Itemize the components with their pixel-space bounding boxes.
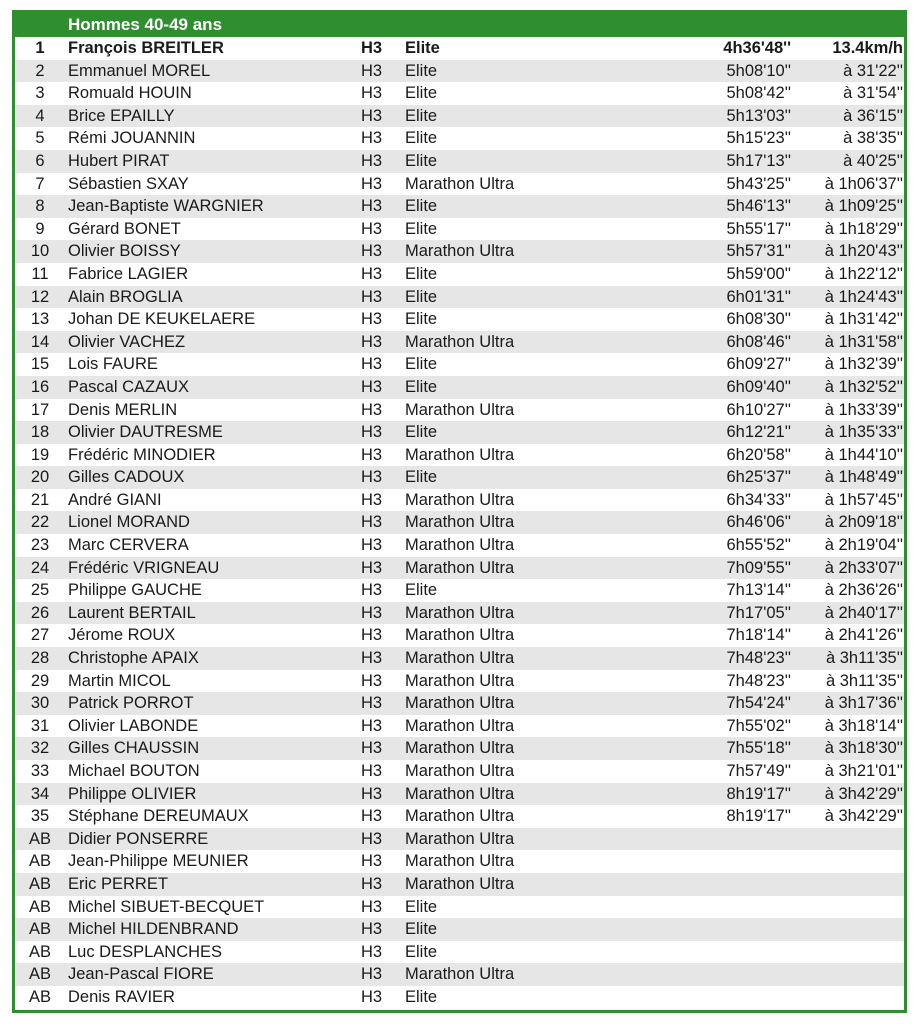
division-cell: Marathon Ultra: [405, 671, 515, 690]
gap-cell: à 1h09'25'': [824, 197, 903, 216]
division-cell: Marathon Ultra: [405, 784, 515, 803]
rank-cell: 29: [30, 671, 50, 690]
rank-cell: AB: [28, 920, 51, 939]
name-cell: Marc CERVERA: [68, 536, 189, 555]
division-cell: Marathon Ultra: [405, 490, 515, 509]
category-cell: H3: [361, 264, 383, 283]
table-row: [15, 896, 904, 919]
rank-cell: 20: [30, 468, 50, 487]
table-row: [15, 783, 904, 806]
time-cell: 5h08'42'': [726, 84, 791, 103]
table-row: [15, 127, 904, 150]
table-row: [15, 195, 904, 218]
time-cell: 7h57'49'': [726, 762, 791, 780]
name-cell: Eric PERRET: [68, 874, 168, 893]
division-cell: Marathon Ultra: [405, 829, 515, 848]
gap-cell: à 38'35'': [843, 129, 903, 148]
gap-cell: à 2h40'17'': [824, 603, 903, 622]
time-cell: 6h09'27'': [726, 355, 791, 374]
category-cell: H3: [361, 558, 383, 577]
category-cell: H3: [361, 694, 383, 713]
category-cell: H3: [361, 920, 383, 939]
gap-cell: à 40'25'': [843, 151, 903, 170]
division-cell: Marathon Ultra: [405, 874, 515, 893]
table-row: [15, 941, 904, 964]
name-cell: Hubert PIRAT: [68, 151, 170, 170]
category-cell: H3: [361, 423, 383, 442]
category-cell: H3: [361, 400, 383, 419]
category-cell: H3: [361, 603, 383, 622]
rank-cell: 3: [35, 84, 45, 103]
gap-cell: à 3h18'14'': [824, 716, 903, 735]
rank-cell: 30: [30, 694, 50, 713]
category-cell: H3: [361, 987, 383, 1006]
table-row: [15, 986, 904, 1009]
category-cell: H3: [361, 942, 383, 961]
category-cell: H3: [361, 445, 383, 464]
category-cell: H3: [361, 513, 383, 532]
division-cell: Marathon Ultra: [405, 965, 515, 984]
gap-cell: à 1h18'29'': [824, 219, 903, 238]
category-cell: H3: [361, 965, 383, 984]
time-cell: 7h09'55'': [726, 558, 791, 577]
rank-cell: 16: [30, 377, 50, 396]
name-cell: Martin MICOL: [68, 671, 171, 690]
rank-cell: AB: [28, 874, 51, 893]
results-rows: [15, 37, 904, 1009]
table-row: [15, 715, 904, 738]
name-cell: Alain BROGLIA: [68, 287, 183, 306]
time-cell: 6h25'37'': [726, 468, 791, 487]
name-cell: Stéphane DEREUMAUX: [68, 807, 249, 826]
category-cell: H3: [361, 536, 383, 555]
table-row: [15, 444, 904, 467]
rank-cell: 21: [30, 490, 50, 509]
division-cell: Marathon Ultra: [405, 174, 515, 193]
division-cell: Marathon Ultra: [405, 513, 515, 532]
table-row: [15, 579, 904, 602]
time-cell: 7h17'05'': [726, 603, 791, 622]
rank-cell: 17: [30, 400, 50, 419]
division-cell: Marathon Ultra: [405, 603, 515, 622]
division-cell: Elite: [405, 987, 438, 1006]
table-row: [15, 173, 904, 196]
division-cell: Elite: [405, 219, 438, 238]
name-cell: Gérard BONET: [68, 219, 181, 238]
name-cell: Michel SIBUET-BECQUET: [68, 897, 265, 916]
gap-cell: à 1h57'45'': [824, 490, 903, 509]
rank-cell: 7: [35, 174, 45, 193]
name-cell: Michael BOUTON: [68, 762, 200, 780]
category-cell: H3: [361, 242, 383, 261]
rank-cell: AB: [28, 987, 51, 1006]
category-cell: H3: [361, 287, 383, 306]
division-cell: Marathon Ultra: [405, 626, 515, 645]
rank-cell: 24: [30, 558, 50, 577]
table-row: [15, 511, 904, 534]
division-cell: Marathon Ultra: [405, 739, 515, 758]
category-cell: H3: [361, 671, 383, 690]
table-row: [15, 240, 904, 263]
category-cell: H3: [361, 490, 383, 509]
time-cell: 6h08'30'': [726, 310, 791, 329]
division-cell: Elite: [405, 468, 438, 487]
time-cell: 5h57'31'': [726, 242, 791, 261]
gap-cell: à 3h17'36'': [824, 694, 903, 713]
table-row: [15, 263, 904, 286]
category-cell: H3: [361, 829, 383, 848]
division-cell: Elite: [405, 310, 438, 329]
division-cell: Elite: [405, 897, 438, 916]
rank-cell: 25: [30, 581, 50, 600]
gap-cell: à 31'22'': [843, 61, 903, 80]
category-cell: H3: [361, 716, 383, 735]
rank-cell: 26: [30, 603, 50, 622]
table-row: [15, 602, 904, 625]
rank-cell: 35: [30, 807, 50, 826]
name-cell: Fabrice LAGIER: [68, 264, 189, 283]
time-cell: 5h08'10'': [726, 61, 791, 80]
table-row: [15, 421, 904, 444]
gap-cell: à 3h42'29'': [824, 784, 903, 803]
name-cell: Philippe OLIVIER: [68, 784, 197, 803]
category-cell: H3: [361, 355, 383, 374]
division-cell: Elite: [405, 423, 438, 442]
name-cell: Jean-Pascal FIORE: [68, 965, 214, 984]
gap-cell: à 3h42'29'': [824, 807, 903, 826]
time-cell: 7h48'23'': [726, 671, 791, 690]
table-row: [15, 60, 904, 83]
rank-cell: 32: [30, 739, 50, 758]
time-cell: 7h55'02'': [726, 716, 791, 735]
category-cell: H3: [361, 784, 383, 803]
table-row: [15, 218, 904, 241]
table-row: [15, 466, 904, 489]
time-cell: 7h55'18'': [726, 739, 791, 758]
table-row: [15, 534, 904, 557]
name-cell: Olivier VACHEZ: [68, 332, 186, 351]
gap-cell: à 1h33'39'': [824, 400, 903, 419]
division-cell: Elite: [405, 920, 438, 939]
name-cell: Jean-Baptiste WARGNIER: [68, 197, 264, 216]
time-cell: 6h46'06'': [726, 513, 791, 532]
rank-cell: 33: [30, 762, 50, 780]
division-cell: Marathon Ultra: [405, 536, 515, 555]
division-cell: Marathon Ultra: [405, 332, 515, 351]
table-row: [15, 692, 904, 715]
name-cell: Olivier DAUTRESME: [68, 423, 223, 442]
name-cell: Johan DE KEUKELAERE: [68, 310, 256, 329]
name-cell: Jérome ROUX: [68, 626, 176, 645]
rank-cell: 1: [35, 39, 45, 57]
time-cell: 4h36'48'': [723, 39, 791, 57]
time-cell: 5h15'23'': [726, 129, 791, 148]
time-cell: 6h20'58'': [726, 445, 791, 464]
category-cell: H3: [361, 874, 383, 893]
time-cell: 5h43'25'': [726, 174, 791, 193]
rank-cell: 4: [35, 106, 45, 125]
name-cell: Rémi JOUANNIN: [68, 129, 196, 148]
division-cell: Marathon Ultra: [405, 649, 515, 668]
name-cell: Lionel MORAND: [68, 513, 190, 532]
division-cell: Marathon Ultra: [405, 694, 515, 713]
name-cell: Denis MERLIN: [68, 400, 178, 419]
division-cell: Elite: [405, 129, 438, 148]
time-cell: 5h59'00'': [726, 264, 791, 283]
time-cell: 6h10'27'': [726, 400, 791, 419]
category-cell: H3: [361, 852, 383, 871]
table-row: [15, 308, 904, 331]
rank-cell: 19: [30, 445, 50, 464]
rank-cell: 12: [30, 287, 50, 306]
table-row: [15, 489, 904, 512]
gap-cell: à 3h11'35'': [825, 649, 903, 668]
table-row: [15, 850, 904, 873]
division-cell: Elite: [405, 377, 438, 396]
name-cell: Frédéric MINODIER: [68, 445, 216, 464]
table-row: [15, 828, 904, 851]
division-cell: Marathon Ultra: [405, 807, 515, 826]
name-cell: Brice EPAILLY: [68, 106, 175, 125]
name-cell: Patrick PORROT: [68, 694, 194, 713]
name-cell: Luc DESPLANCHES: [68, 942, 223, 961]
rank-cell: 8: [35, 197, 45, 216]
rank-cell: 23: [30, 536, 50, 555]
rank-cell: 18: [30, 423, 50, 442]
category-cell: H3: [361, 649, 383, 668]
division-cell: Elite: [405, 84, 438, 103]
table-row: [15, 647, 904, 670]
rank-cell: 13: [30, 310, 50, 329]
gap-cell: à 1h48'49'': [824, 468, 903, 487]
time-cell: 6h08'46'': [726, 332, 791, 351]
time-cell: 5h55'17'': [726, 219, 791, 238]
table-row: [15, 150, 904, 173]
division-cell: Elite: [405, 264, 438, 283]
rank-cell: AB: [28, 829, 51, 848]
category-cell: H3: [361, 762, 383, 780]
name-cell: Laurent BERTAIL: [68, 603, 196, 622]
table-row: [15, 353, 904, 376]
division-cell: Marathon Ultra: [405, 716, 515, 735]
division-cell: Marathon Ultra: [405, 242, 515, 261]
rank-cell: 5: [35, 129, 45, 148]
category-cell: H3: [361, 106, 383, 125]
table-row: [15, 760, 904, 783]
table-row: [15, 737, 904, 760]
gap-cell: à 3h11'35'': [825, 671, 903, 690]
gap-cell: à 2h09'18'': [824, 513, 903, 532]
division-cell: Elite: [405, 287, 438, 306]
name-cell: Romuald HOUIN: [68, 84, 192, 103]
gap-cell: à 1h22'12'': [824, 264, 903, 283]
category-cell: H3: [361, 197, 383, 216]
rank-cell: AB: [28, 852, 51, 871]
gap-cell: à 1h06'37'': [824, 174, 903, 193]
category-cell: H3: [361, 61, 383, 80]
gap-cell: à 1h35'33'': [824, 423, 903, 442]
table-row: [15, 286, 904, 309]
category-cell: H3: [361, 807, 383, 826]
gap-cell: à 31'54'': [843, 84, 903, 103]
category-cell: H3: [361, 129, 383, 148]
rank-cell: 15: [30, 355, 50, 374]
category-cell: H3: [361, 310, 383, 329]
category-cell: H3: [361, 219, 383, 238]
table-row: [15, 82, 904, 105]
division-cell: Elite: [405, 106, 438, 125]
gap-cell: à 1h24'43'': [824, 287, 903, 306]
table-row: [15, 624, 904, 647]
gap-cell: à 1h44'10'': [824, 445, 903, 464]
category-cell: H3: [361, 332, 383, 351]
rank-cell: 34: [30, 784, 50, 803]
table-row: [15, 670, 904, 693]
division-cell: Marathon Ultra: [405, 445, 515, 464]
division-cell: Marathon Ultra: [405, 852, 515, 871]
category-cell: H3: [361, 39, 383, 57]
gap-cell: à 2h33'07'': [824, 558, 903, 577]
gap-cell: à 1h31'42'': [824, 310, 903, 329]
name-cell: Michel HILDENBRAND: [68, 920, 239, 939]
name-cell: Emmanuel MOREL: [68, 61, 211, 80]
division-cell: Marathon Ultra: [405, 762, 515, 780]
name-cell: Denis RAVIER: [68, 987, 175, 1006]
table-row: [15, 805, 904, 828]
division-cell: Elite: [405, 581, 438, 600]
gap-cell: à 1h31'58'': [824, 332, 903, 351]
name-cell: Jean-Philippe MEUNIER: [68, 852, 249, 871]
division-cell: Elite: [405, 151, 438, 170]
category-header: [15, 13, 904, 37]
time-cell: 7h13'14'': [726, 581, 791, 600]
table-row: [15, 105, 904, 128]
division-cell: Elite: [405, 355, 438, 374]
name-cell: Olivier LABONDE: [68, 716, 199, 735]
gap-cell: à 1h20'43'': [824, 242, 903, 261]
category-cell: H3: [361, 377, 383, 396]
rank-cell: AB: [28, 897, 51, 916]
category-cell: H3: [361, 151, 383, 170]
name-cell: Sébastien SXAY: [68, 174, 189, 193]
rank-cell: AB: [28, 942, 51, 961]
name-cell: Philippe GAUCHE: [68, 581, 202, 600]
name-cell: Christophe APAIX: [68, 649, 199, 668]
rank-cell: 2: [35, 61, 45, 80]
rank-cell: 6: [35, 151, 45, 170]
name-cell: François BREITLER: [68, 39, 224, 57]
rank-cell: 27: [30, 626, 50, 645]
rank-cell: 14: [30, 332, 50, 351]
category-title: Hommes 40-49 ans: [68, 15, 223, 34]
division-cell: Elite: [405, 61, 438, 80]
time-cell: 7h18'14'': [726, 626, 791, 645]
name-cell: Frédéric VRIGNEAU: [68, 558, 220, 577]
name-cell: Olivier BOISSY: [68, 242, 181, 261]
table-row: [15, 557, 904, 580]
gap-cell: à 2h41'26'': [824, 626, 903, 645]
time-cell: 8h19'17'': [726, 784, 791, 803]
category-cell: H3: [361, 739, 383, 758]
time-cell: 5h17'13'': [726, 151, 791, 170]
table-row: [15, 963, 904, 986]
division-cell: Marathon Ultra: [405, 400, 515, 419]
category-cell: H3: [361, 468, 383, 487]
category-cell: H3: [361, 626, 383, 645]
gap-cell: à 3h18'30'': [824, 739, 903, 758]
rank-cell: 11: [31, 264, 49, 283]
time-cell: 7h48'23'': [726, 649, 791, 668]
gap-cell: à 1h32'52'': [824, 377, 903, 396]
time-cell: 6h55'52'': [726, 536, 791, 555]
name-cell: André GIANI: [68, 490, 162, 509]
rank-cell: AB: [28, 965, 51, 984]
table-row: [15, 37, 904, 60]
category-cell: H3: [361, 897, 383, 916]
division-cell: Elite: [405, 39, 440, 57]
gap-cell: à 36'15'': [843, 106, 903, 125]
table-row: [15, 873, 904, 896]
rank-cell: 31: [30, 716, 50, 735]
rank-cell: 10: [30, 242, 50, 261]
gap-cell: à 2h19'04'': [824, 536, 903, 555]
division-cell: Elite: [405, 942, 438, 961]
category-cell: H3: [361, 581, 383, 600]
time-cell: 6h34'33'': [726, 490, 791, 509]
rank-cell: 22: [30, 513, 50, 532]
time-cell: 5h13'03'': [726, 106, 791, 125]
gap-cell: à 2h36'26'': [824, 581, 903, 600]
gap-cell: 13.4km/h: [832, 39, 903, 57]
time-cell: 6h12'21'': [726, 423, 791, 442]
name-cell: Didier PONSERRE: [68, 829, 209, 848]
results-table: [12, 10, 907, 1013]
category-cell: H3: [361, 174, 383, 193]
category-cell: H3: [361, 84, 383, 103]
table-row: [15, 331, 904, 354]
name-cell: Lois FAURE: [68, 355, 158, 374]
time-cell: 7h54'24'': [726, 694, 791, 713]
name-cell: Pascal CAZAUX: [68, 377, 190, 396]
division-cell: Marathon Ultra: [405, 558, 515, 577]
name-cell: Gilles CADOUX: [68, 468, 185, 487]
table-row: [15, 399, 904, 422]
gap-cell: à 1h32'39'': [824, 355, 903, 374]
rank-cell: 28: [30, 649, 50, 668]
gap-cell: à 3h21'01'': [824, 762, 903, 780]
time-cell: 6h09'40'': [726, 377, 791, 396]
time-cell: 6h01'31'': [726, 287, 791, 306]
time-cell: 8h19'17'': [726, 807, 791, 826]
table-row: [15, 376, 904, 399]
division-cell: Elite: [405, 197, 438, 216]
table-row: [15, 918, 904, 941]
name-cell: Gilles CHAUSSIN: [68, 739, 200, 758]
time-cell: 5h46'13'': [726, 197, 791, 216]
rank-cell: 9: [35, 219, 45, 238]
